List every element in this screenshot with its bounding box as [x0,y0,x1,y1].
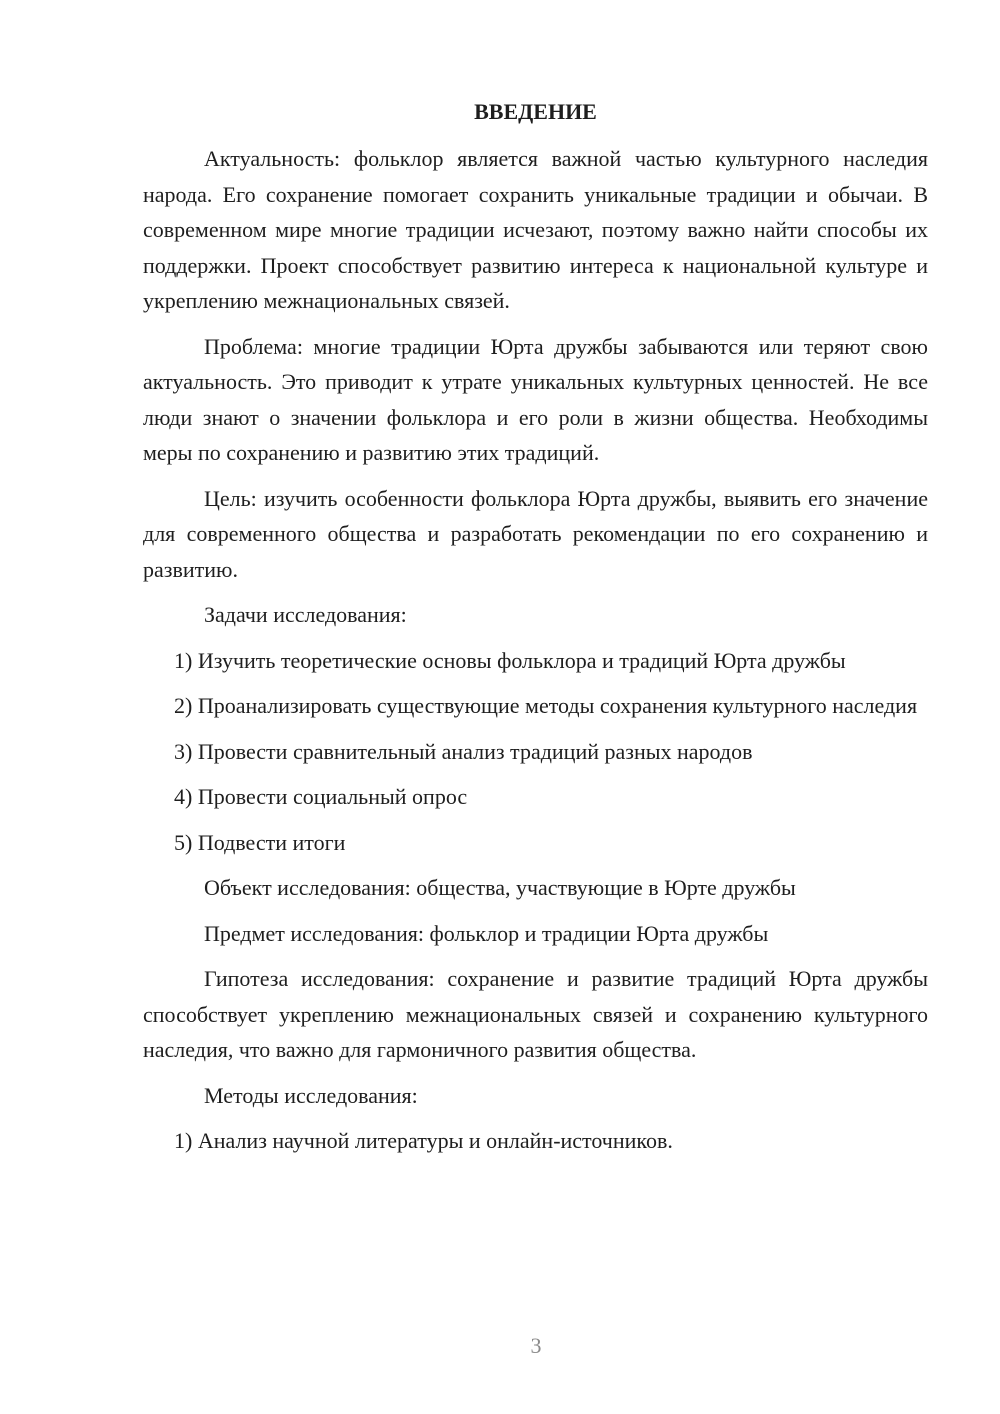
task-item-2: 2) Проанализировать существующие методы сохранения культурного наследия [174,693,918,718]
task-item-3: 3) Провести сравнительный анализ традиций разных народов [174,738,753,764]
task-item-1: 1) Изучить теоретические основы фольклора и традиций Юрта дружбы [174,647,846,673]
method-item-1: 1) Анализ научной литературы и онлайн-источников. [174,1128,673,1153]
tasks-heading: Задачи исследования: [204,602,407,627]
goal-paragraph: Цель: изучить особенности фольклора Юрта дружбы, выявить его значение для современного общества и разработать рекомендации по его сохранению и развитию. [143,485,928,582]
subject-paragraph: Предмет исследования: фольклор и традиции Юрта дружбы [204,920,769,946]
page-title: ВВЕДЕНИЕ [474,99,597,124]
task-item-5: 5) Подвести итоги [174,829,346,855]
page-number: 3 [530,1333,542,1358]
hypothesis-paragraph: Гипотеза исследования: сохранение и развитие традиций Юрта дружбы способствует укреплению межнациональных связей и сохранению культурного наследия, что важно для гармоничного развития общества. [143,966,928,1062]
relevance-paragraph: Актуальность: фольклор является важной частью культурного наследия народа. Его сохранение помогает сохранить уникальные традиции и обычаи. В современном мире многие традиции исчезают, поэтому важно найти способы их поддержки. Проект способствует развитию интереса к национальной культуре и укреплению межнациональных связей. [143,146,928,313]
problem-paragraph: Проблема: многие традиции Юрта дружбы забываются или теряют свою актуальность. Это приводит к утрате уникальных культурных ценностей. Не все люди знают о значении фольклора и его роли в жизни общества. Необходимы меры по сохранению и развитию этих традиций. [143,333,928,465]
object-paragraph: Объект исследования: общества, участвующие в Юрте дружбы [204,875,796,900]
page-content [143,94,928,1169]
methods-heading: Методы исследования: [204,1082,418,1108]
task-item-4: 4) Провести социальный опрос [174,784,468,809]
